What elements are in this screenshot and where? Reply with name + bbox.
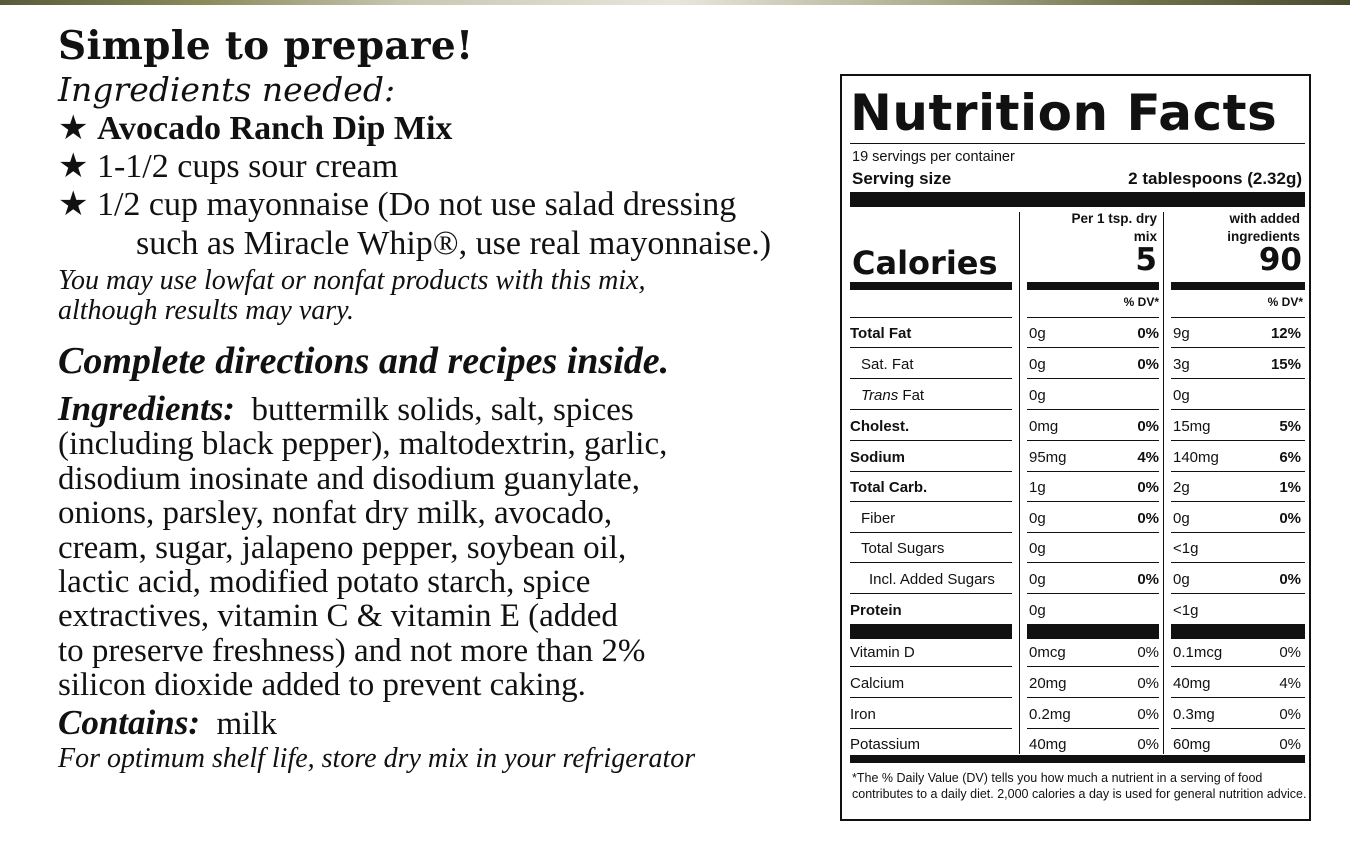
vitamin-row-iron: Iron 0.2mg 0% 0.3mg 0% <box>850 699 1305 729</box>
nutrient-row-total-fat: Total Fat 0g 0% 9g 12% <box>850 318 1305 348</box>
ingredient-item-mayonnaise: ★ 1/2 cup mayonnaise (Do not use salad dressing <box>58 186 737 223</box>
star-icon: ★ <box>58 110 89 147</box>
simple-to-prepare-heading: Simple to prepare! <box>58 23 474 69</box>
storage-note: For optimum shelf life, store dry mix in your refrigerator <box>58 742 696 774</box>
preparation-section <box>58 22 818 774</box>
nutrient-row-protein: Protein 0g <1g <box>850 602 1199 619</box>
servings-per-container: 19 servings per container <box>852 149 1015 165</box>
thick-divider <box>850 192 1305 207</box>
column-header-with-ingredients: with added ingredients <box>1227 211 1300 244</box>
dv-header: % DV* <box>1123 295 1159 309</box>
nutrient-row-fiber: Fiber 0g 0% 0g 0% <box>850 503 1305 533</box>
lowfat-note: You may use lowfat or nonfat products with this mix, although results may vary. <box>58 265 646 326</box>
nutrient-row-cholesterol: Cholest. 0mg 0% 15mg 5% <box>850 411 1305 441</box>
calories-with-ingredients: 90 <box>1258 242 1302 278</box>
star-icon: ★ <box>58 186 89 223</box>
dv-header-row <box>850 288 1305 318</box>
contains-label: Contains: <box>58 702 200 742</box>
ingredient-item-sour-cream: ★ 1-1/2 cups sour cream <box>58 148 399 185</box>
nutrient-row-added-sugars: Incl. Added Sugars 0g 0% 0g 0% <box>850 564 1305 594</box>
ingredient-item-dip-mix: ★ Avocado Ranch Dip Mix <box>58 110 453 147</box>
nutrition-facts-panel <box>840 74 1311 821</box>
nutrient-row-sat-fat: Sat. Fat 0g 0% 3g 15% <box>850 349 1305 379</box>
calories-label: Calories <box>852 244 998 282</box>
nutrient-row-trans-fat: Trans Fat 0g 0g <box>850 380 1305 410</box>
vitamin-row-potassium: Potassium 40mg 0% 60mg 0% <box>850 736 1301 753</box>
divider <box>850 143 1305 144</box>
bottom-rule <box>850 755 1305 763</box>
nutrition-facts-title: Nutrition Facts <box>850 84 1278 142</box>
allergen-contains <box>58 703 818 744</box>
calories-dry-mix: 5 <box>1135 242 1157 278</box>
mayonnaise-note: such as Miracle Whip®, use real mayonnaise.) <box>136 225 772 262</box>
ingredients-list: Ingredients: buttermilk solids, salt, spices (including black pepper), maltodextrin, garlic, disodium inosinate and disodium guanylate, onions, parsley, nonfat dry milk, avocado, cream, sugar, jalapeno pepper, soybean oil, lactic acid, modified potato starch, spice extractives, vitamin C & vitamin E (added to preserve freshness) and not more than 2% silicon dioxide added to prevent caking. <box>58 389 668 704</box>
nutrient-row-sodium: Sodium 95mg 4% 140mg 6% <box>850 442 1305 472</box>
star-icon: ★ <box>58 148 89 185</box>
dv-header: % DV* <box>1267 295 1303 309</box>
ingredients-label: Ingredients: <box>58 389 235 428</box>
ingredients-needed-label: Ingredients needed: <box>58 70 396 109</box>
serving-size-label: Serving size <box>852 169 952 188</box>
daily-value-footnote: *The % Daily Value (DV) tells you how much a nutrient in a serving of food contributes to a daily diet. 2,000 calories a day is used for general nutrition advice. <box>852 771 1307 801</box>
vitamin-row-vitamin-d: Vitamin D 0mcg 0% 0.1mcg 0% <box>850 637 1305 667</box>
column-header-dry-mix: Per 1 tsp. dry mix <box>1071 211 1157 244</box>
directions-heading: Complete directions and recipes inside. <box>58 340 670 382</box>
contains-value: milk <box>216 705 278 742</box>
nutrient-row-total-carb: Total Carb. 1g 0% 2g 1% <box>850 472 1305 502</box>
nutrient-row-total-sugars: Total Sugars 0g <1g <box>850 533 1305 563</box>
top-photo-strip <box>0 0 1350 5</box>
serving-size-value: 2 tablespoons (2.32g) <box>1128 169 1302 188</box>
vitamin-row-calcium: Calcium 20mg 0% 40mg 4% <box>850 668 1305 698</box>
